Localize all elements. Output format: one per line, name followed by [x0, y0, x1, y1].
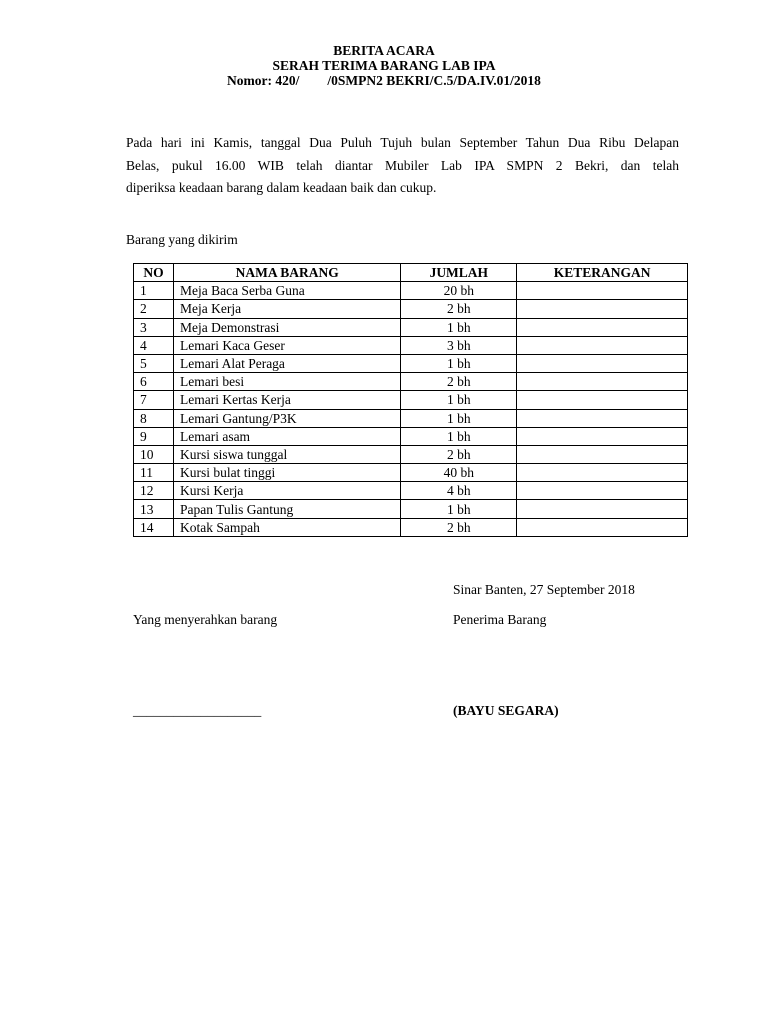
table-row: [134, 445, 688, 463]
cell-no: 1: [134, 282, 174, 300]
cell-ket: [517, 354, 688, 372]
table-row: [134, 300, 688, 318]
cell-ket: [517, 300, 688, 318]
cell-no: 12: [134, 482, 174, 500]
document-subtitle: SERAH TERIMA BARANG LAB IPA: [272, 58, 496, 73]
table-row: [134, 336, 688, 354]
column-header-qty: JUMLAH: [401, 264, 517, 282]
cell-qty: 1 bh: [401, 500, 517, 518]
cell-ket: [517, 391, 688, 409]
cell-name: Kursi bulat tinggi: [173, 464, 400, 482]
cell-ket: [517, 518, 688, 536]
cell-qty: 1 bh: [401, 391, 517, 409]
cell-name: Papan Tulis Gantung: [173, 500, 400, 518]
cell-no: 11: [134, 464, 174, 482]
table-row: [134, 464, 688, 482]
table-row: [134, 318, 688, 336]
cell-qty: 2 bh: [401, 518, 517, 536]
document-number-suffix: /0SMPN2 BEKRI/C.5/DA.IV.01/2018: [327, 73, 541, 88]
cell-qty: 1 bh: [401, 427, 517, 445]
document-number-prefix: Nomor: 420/: [227, 73, 300, 88]
cell-ket: [517, 464, 688, 482]
cell-no: 13: [134, 500, 174, 518]
cell-ket: [517, 282, 688, 300]
cell-no: 6: [134, 373, 174, 391]
cell-name: Lemari asam: [173, 427, 400, 445]
giver-label: Yang menyerahkan barang: [133, 612, 278, 627]
table-row: [134, 482, 688, 500]
cell-ket: [517, 409, 688, 427]
table-row: [134, 391, 688, 409]
cell-ket: [517, 336, 688, 354]
cell-ket: [517, 318, 688, 336]
column-header-ket: KETERANGAN: [517, 264, 688, 282]
cell-qty: 2 bh: [401, 445, 517, 463]
items-section-label: Barang yang dikirim: [126, 232, 238, 247]
table-row: [134, 373, 688, 391]
cell-name: Meja Kerja: [173, 300, 400, 318]
cell-qty: 1 bh: [401, 354, 517, 372]
table-row: [134, 354, 688, 372]
cell-qty: 4 bh: [401, 482, 517, 500]
body-paragraph: [126, 132, 679, 200]
cell-qty: 3 bh: [401, 336, 517, 354]
cell-name: Lemari Kaca Geser: [173, 336, 400, 354]
paragraph-line-1: Pada hari ini Kamis, tanggal Dua Puluh Tujuh bulan September Tahun Dua Ribu Delapan: [126, 135, 679, 150]
cell-no: 14: [134, 518, 174, 536]
cell-name: Lemari Kertas Kerja: [173, 391, 400, 409]
receiver-label: Penerima Barang: [453, 612, 547, 627]
cell-qty: 1 bh: [401, 409, 517, 427]
column-header-name: NAMA BARANG: [173, 264, 400, 282]
table-row: [134, 427, 688, 445]
cell-name: Meja Demonstrasi: [173, 318, 400, 336]
cell-no: 10: [134, 445, 174, 463]
receiver-name: (BAYU SEGARA): [453, 703, 559, 718]
table-row: [134, 282, 688, 300]
cell-name: Lemari Gantung/P3K: [173, 409, 400, 427]
cell-ket: [517, 445, 688, 463]
paragraph-line-2: Belas, pukul 16.00 WIB telah diantar Mubiler Lab IPA SMPN 2 Bekri, dan telah: [126, 157, 679, 173]
table-header-row: [134, 264, 688, 282]
cell-qty: 2 bh: [401, 300, 517, 318]
cell-name: Lemari besi: [173, 373, 400, 391]
items-table: [133, 263, 688, 537]
column-header-no: NO: [134, 264, 174, 282]
paragraph-line-3: diperiksa keadaan barang dalam keadaan baik dan cukup.: [126, 180, 437, 195]
cell-ket: [517, 500, 688, 518]
document-number: [0, 73, 768, 88]
cell-no: 9: [134, 427, 174, 445]
cell-name: Kotak Sampah: [173, 518, 400, 536]
cell-no: 3: [134, 318, 174, 336]
table-row: [134, 518, 688, 536]
cell-name: Kursi Kerja: [173, 482, 400, 500]
cell-ket: [517, 482, 688, 500]
giver-signature-line: ___________________: [133, 703, 262, 718]
cell-name: Lemari Alat Peraga: [173, 354, 400, 372]
cell-qty: 20 bh: [401, 282, 517, 300]
document-title: BERITA ACARA: [333, 43, 435, 58]
cell-qty: 1 bh: [401, 318, 517, 336]
cell-no: 4: [134, 336, 174, 354]
cell-no: 7: [134, 391, 174, 409]
cell-ket: [517, 427, 688, 445]
table-row: [134, 500, 688, 518]
document-header: [0, 43, 768, 88]
cell-name: Kursi siswa tunggal: [173, 445, 400, 463]
place-and-date: Sinar Banten, 27 September 2018: [453, 582, 635, 597]
cell-name: Meja Baca Serba Guna: [173, 282, 400, 300]
cell-no: 8: [134, 409, 174, 427]
table-row: [134, 409, 688, 427]
cell-qty: 2 bh: [401, 373, 517, 391]
cell-ket: [517, 373, 688, 391]
cell-qty: 40 bh: [401, 464, 517, 482]
cell-no: 2: [134, 300, 174, 318]
cell-no: 5: [134, 354, 174, 372]
